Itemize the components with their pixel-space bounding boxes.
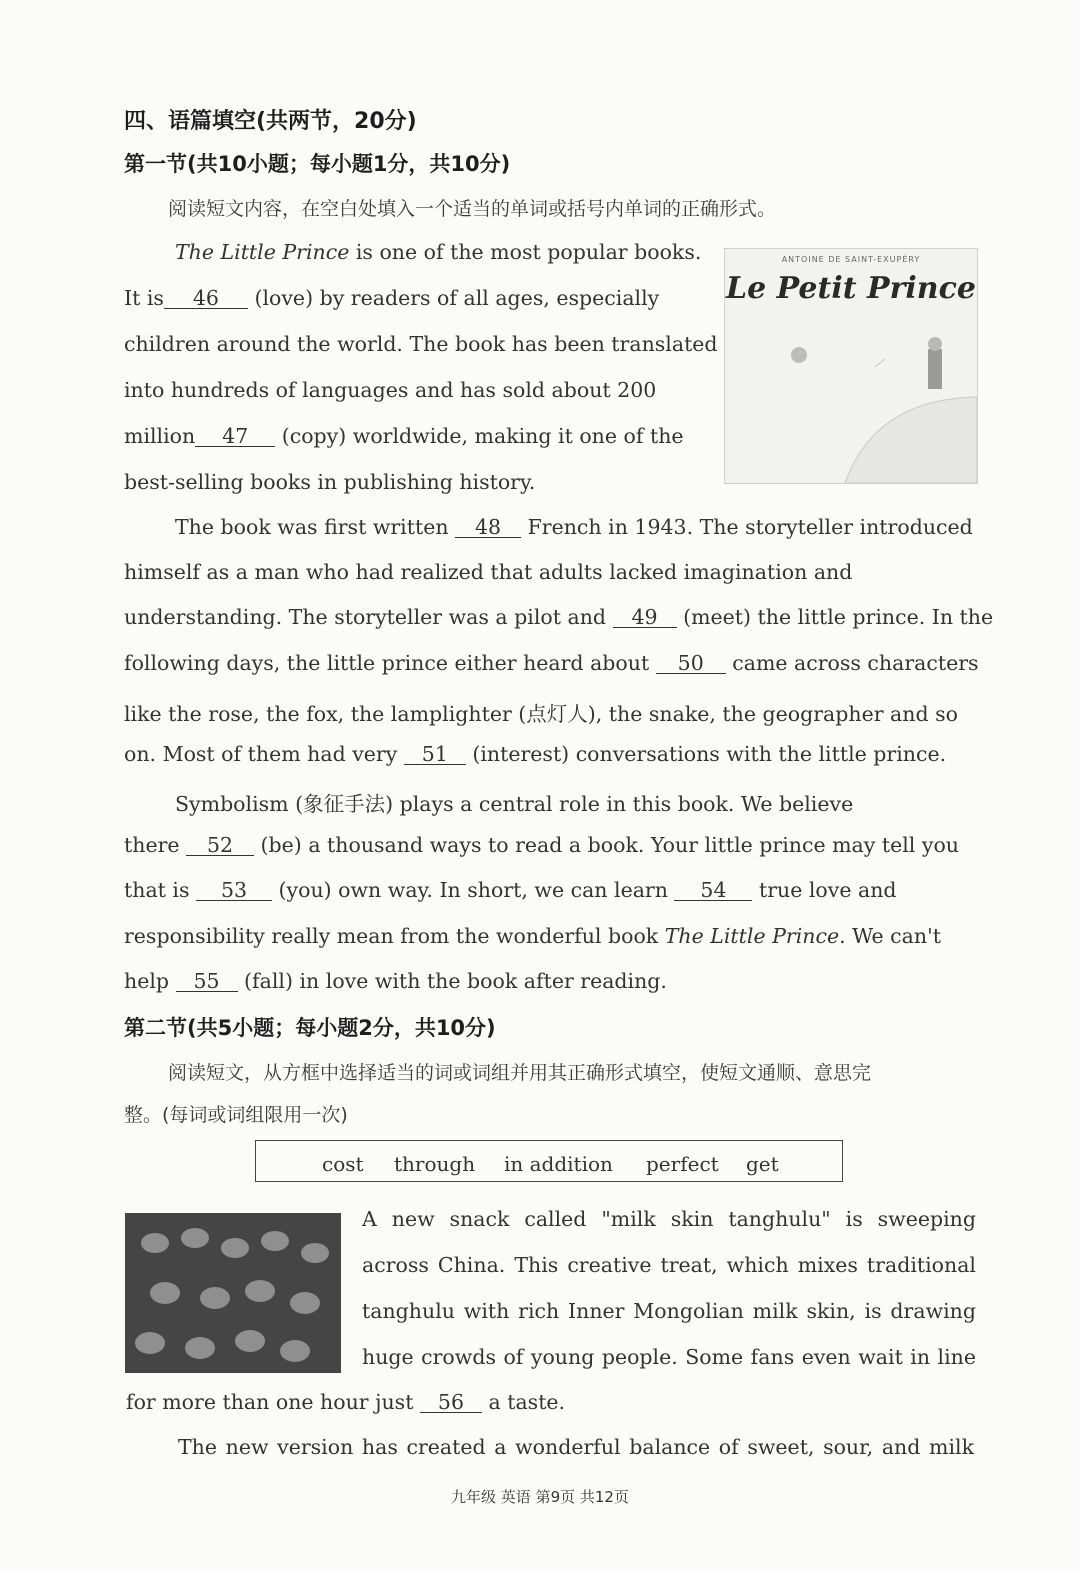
blank-56: 56 xyxy=(420,1392,482,1413)
p1-line-1: The Little Prince is one of the most popular books. xyxy=(175,240,702,264)
p1-line-11: like the rose, the fox, the lamplighter (点灯人), the snake, the geographer and so xyxy=(124,702,958,726)
word-option: cost xyxy=(322,1152,364,1176)
p1-line-4: into hundreds of languages and has sold about 200 xyxy=(124,378,657,402)
p1-line-5: million 47 (copy) worldwide, making it one of the xyxy=(124,424,684,448)
blank-52: 52 xyxy=(186,835,254,856)
blank-48: 48 xyxy=(455,517,521,538)
blank-55: 55 xyxy=(176,971,238,992)
blank-47: 47 xyxy=(195,426,275,447)
word-box xyxy=(255,1140,843,1182)
part2-instruction-line-1: 阅读短文，从方框中选择适当的词或词组并用其正确形式填空，使短文通顺、意思完 xyxy=(168,1062,872,1084)
book-cover-title: Le Petit Prince xyxy=(726,271,976,306)
p1-line-15: that is 53 (you) own way. In short, we can learn 54 true love and xyxy=(124,878,897,902)
p1-line-2: It is 46 (love) by readers of all ages, especially xyxy=(124,286,660,310)
part2-heading: 第二节(共5小题；每小题2分，共10分) xyxy=(124,1016,496,1040)
tanghulu-photo xyxy=(125,1213,341,1373)
p1-line-9: understanding. The storyteller was a pilot and 49 (meet) the little prince. In the xyxy=(124,605,994,629)
part2-instruction-line-2: 整。(每词或词组限用一次) xyxy=(124,1104,348,1126)
part1-heading: 第一节(共10小题；每小题1分，共10分) xyxy=(124,152,511,176)
word-option: get xyxy=(746,1152,779,1176)
blank-50: 50 xyxy=(656,653,726,674)
p1-line-16: responsibility really mean from the wonderful book The Little Prince. We can't xyxy=(124,924,941,948)
book-cover-author: ANTOINE DE SAINT-EXUPÉRY xyxy=(781,255,921,264)
p1-line-10: following days, the little prince either heard about 50 came across characters xyxy=(124,651,979,675)
p1-line-7: The book was first written 48 French in 1943. The storyteller introduced xyxy=(175,515,973,539)
p1-line-6: best-selling books in publishing history. xyxy=(124,470,536,494)
p1-line-12: on. Most of them had very 51 (interest) conversations with the little prince. xyxy=(124,742,947,766)
word-option: through xyxy=(394,1152,476,1176)
blank-49: 49 xyxy=(613,607,677,628)
p1-line-8: himself as a man who had realized that adults lacked imagination and xyxy=(124,560,853,584)
tanghulu-illustration xyxy=(125,1213,341,1373)
p1-line-3: children around the world. The book has been translated xyxy=(124,332,718,356)
little-prince-illustration xyxy=(725,249,977,483)
p2-line-6: The new version has created a wonderful balance of sweet, sour, and milk xyxy=(178,1435,974,1459)
p2-line-1: A new snack called "milk skin tanghulu" is sweeping xyxy=(362,1207,976,1231)
page-footer: 九年级 英语 第9页 共12页 xyxy=(451,1488,629,1506)
p1-line-17: help 55 (fall) in love with the book after reading. xyxy=(124,969,667,993)
blank-46: 46 xyxy=(164,288,248,309)
p2-line-4: huge crowds of young people. Some fans even wait in line xyxy=(362,1345,976,1369)
word-option: in addition xyxy=(504,1152,613,1176)
p1-line-14: there 52 (be) a thousand ways to read a book. Your little prince may tell you xyxy=(124,833,959,857)
p2-line-3: tanghulu with rich Inner Mongolian milk skin, is drawing xyxy=(362,1299,976,1323)
blank-51: 51 xyxy=(404,744,466,765)
blank-53: 53 xyxy=(196,880,272,901)
p2-line-2: across China. This creative treat, which mixes traditional xyxy=(362,1253,976,1277)
book-cover-image xyxy=(724,248,978,484)
section-title: 四、语篇填空(共两节，20分) xyxy=(124,109,417,134)
p2-line-5: for more than one hour just 56 a taste. xyxy=(126,1390,566,1414)
part1-instruction: 阅读短文内容，在空白处填入一个适当的单词或括号内单词的正确形式。 xyxy=(168,198,777,220)
word-option: perfect xyxy=(646,1152,719,1176)
p1-line-13: Symbolism (象征手法) plays a central role in this book. We believe xyxy=(175,792,854,816)
blank-54: 54 xyxy=(674,880,752,901)
